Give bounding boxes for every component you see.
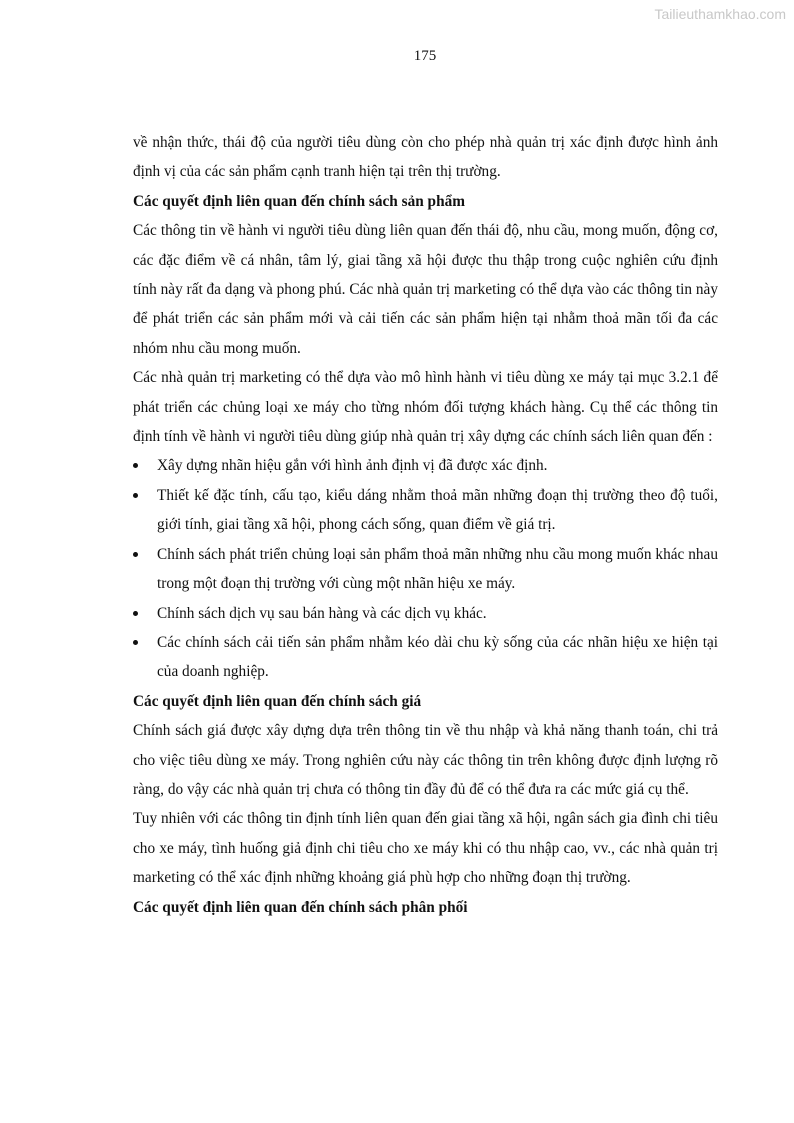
section-heading-price-policy: Các quyết định liên quan đến chính sách giá [133,692,422,710]
document-body [133,128,718,922]
bullet-list [133,451,718,686]
list-item: Chính sách phát triển chủng loại sản phẩm thoả mãn những nhu cầu mong muốn khác nhau trong một đoạn thị trường với cùng một nhãn hiệu xe máy. [133,540,718,599]
list-item: Các chính sách cải tiến sản phẩm nhằm kéo dài chu kỳ sống của các nhãn hiệu xe hiện tại của doanh nghiệp. [133,628,718,687]
paragraph: Tuy nhiên với các thông tin định tính liên quan đến giai tầng xã hội, ngân sách gia đình chi tiêu cho xe máy, tình huống giả định chi tiêu cho xe máy khi có thu nhập cao, vv., các nhà quản trị marketing có thể xác định những khoảng giá phù hợp cho những đoạn thị trường. [133,810,718,887]
list-item: Chính sách dịch vụ sau bán hàng và các dịch vụ khác. [133,599,718,628]
paragraph: Các thông tin về hành vi người tiêu dùng liên quan đến thái độ, nhu cầu, mong muốn, động cơ, các đặc điểm về cá nhân, tâm lý, giai tầng xã hội được thu thập trong cuộc nghiên cứu định tính này rất đa dạng và phong phú. Các nhà quản trị marketing có thể dựa vào các thông tin này để phát triển các sản phẩm mới và cải tiến các sản phẩm hiện tại nhằm thoả mãn tối đa các nhóm nhu cầu mong muốn. [133,222,718,357]
page-number: 175 [413,48,437,64]
section-heading-product-policy: Các quyết định liên quan đến chính sách sản phẩm [133,192,465,210]
paragraph: Các nhà quản trị marketing có thể dựa vào mô hình hành vi tiêu dùng xe máy tại mục 3.2.1 để phát triển các chủng loại xe máy cho từng nhóm đối tượng khách hàng. Cụ thể các thông tin định tính về hành vi người tiêu dùng giúp nhà quản trị xây dựng các chính sách liên quan đến : [133,369,718,446]
paragraph: về nhận thức, thái độ của người tiêu dùng còn cho phép nhà quản trị xác định được hình ảnh định vị của các sản phẩm cạnh tranh hiện tại trên thị trường. [133,134,718,181]
watermark-text: Tailieuthamkhao.com [654,6,786,22]
list-item: Thiết kế đặc tính, cấu tạo, kiểu dáng nhằm thoả mãn những đoạn thị trường theo độ tuổi, giới tính, giai tầng xã hội, phong cách sống, quan điểm về giá trị. [133,481,718,540]
list-item: Xây dựng nhãn hiệu gắn với hình ảnh định vị đã được xác định. [133,451,718,480]
paragraph: Chính sách giá được xây dựng dựa trên thông tin về thu nhập và khả năng thanh toán, chi trả cho việc tiêu dùng xe máy. Trong nghiên cứu này các thông tin trên không được định lượng rõ ràng, do vậy các nhà quản trị chưa có thông tin đầy đủ để có thể đưa ra các mức giá cụ thể. [133,722,718,798]
section-heading-distribution-policy: Các quyết định liên quan đến chính sách phân phối [133,898,468,916]
